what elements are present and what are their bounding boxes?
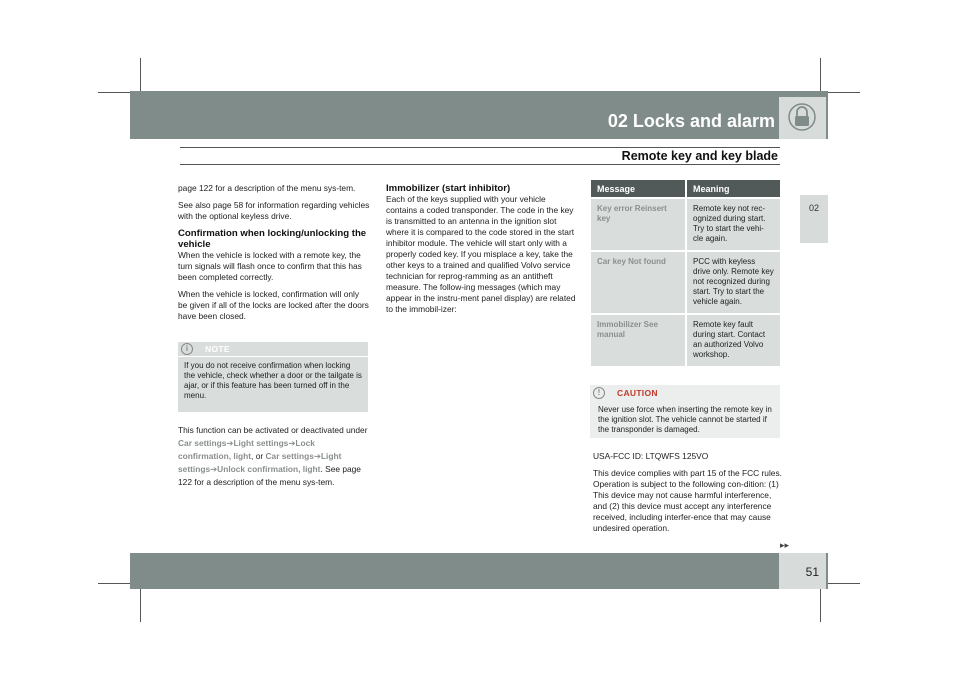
arrow-right-icon: ➔ (288, 438, 296, 448)
meaning-cell: Remote key fault during start. Contact an authorized Volvo workshop. (686, 314, 780, 366)
caution-text: Never use force when inserting the remote key in the ignition slot. The vehicle cannot be started if the transponder is damaged. (598, 405, 772, 434)
message-table (591, 180, 780, 366)
meaning-cell: PCC with keyless drive only. Remote key not recognized during start. Try to start the vehicle again. (686, 251, 780, 314)
note-label: NOTE (205, 344, 230, 354)
fcc-text: This device complies with part 15 of the FCC rules. Operation is subject to the following con-dition: (1) This device may not cause harmful interference, and (2) this device must accept any interference received, including interfer-ence that may cause undesired operation. (593, 468, 782, 533)
arrow-right-icon: ➔ (226, 438, 234, 448)
paragraph: See also page 58 for information regarding vehicles with the optional keyless drive. (178, 200, 370, 221)
heading-confirmation: Confirmation when locking/unlocking the vehicle (178, 228, 367, 250)
section-title: Remote key and key blade (621, 149, 778, 163)
message-cell: Immobilizer See manual (591, 314, 686, 366)
column-1 (178, 183, 370, 328)
heading-immobilizer: Immobilizer (start inhibitor) (386, 183, 511, 194)
menu-path-item: Lock confirmation, light (178, 438, 315, 461)
chapter-title: 02 Locks and alarm (607, 111, 775, 131)
footer-bar (130, 553, 828, 589)
caution-label: CAUTION (617, 388, 658, 398)
note-box (178, 342, 368, 412)
menu-path-paragraph (178, 424, 370, 489)
chapter-icon-box (779, 97, 826, 139)
column-header: Meaning (686, 180, 780, 198)
paragraph-text: , or (251, 451, 264, 461)
meaning-cell: Remote key not rec-ognized during start. Try to start the vehi-cle again. (686, 198, 780, 251)
arrow-right-icon: ➔ (210, 464, 218, 474)
message-cell: Car key Not found (591, 251, 686, 314)
note-header (178, 342, 368, 357)
table-header-row (591, 180, 780, 198)
page-number: 51 (805, 565, 819, 579)
table-row (591, 251, 780, 314)
menu-path-item: Car settings (265, 451, 314, 461)
fcc-section (593, 451, 783, 540)
chapter-tab[interactable]: 02 (800, 195, 828, 243)
column-2 (386, 183, 576, 321)
menu-path-item: Light settings (233, 438, 289, 448)
fcc-id: USA-FCC ID: LTQWFS 125VO (593, 451, 709, 461)
exclamation-icon: ! (593, 387, 605, 399)
paragraph: Each of the keys supplied with your vehicle contains a coded transponder. The code in the key is transmitted to an antenna in the ignition slot where it is compared to the code stored in the start inhibitor module. The vehicle will start only with a properly coded key. If you misplace a key, take the other keys to a trained and qualified Volvo service technician for reprog-ramming as an antitheft measure. The follow-ing messages (which may appear in the instru-ment panel display) are related to the immobil-izer: (386, 194, 576, 314)
table-row (591, 198, 780, 251)
table-row (591, 314, 780, 366)
padlock-icon (779, 97, 826, 139)
arrow-right-icon: ➔ (313, 451, 321, 461)
info-icon: i (181, 343, 193, 355)
caution-box (590, 385, 780, 438)
message-cell: Key error Reinsert key (591, 198, 686, 251)
column-header: Message (591, 180, 686, 198)
menu-path-item: Light settings (178, 451, 342, 474)
menu-path-item: Car settings (178, 438, 227, 448)
menu-path-item: Unlock confirmation, light (217, 464, 321, 474)
note-text: If you do not receive confirmation when locking the vehicle, check whether a door or the tailgate is ajar, or if this feature has been turned off in the menu. (184, 361, 362, 400)
paragraph: When the vehicle is locked with a remote key, the turn signals will flash once to confirm that this has been completed correctly. (178, 250, 362, 282)
continue-arrow-icon: ▸▸ (780, 540, 790, 550)
paragraph: page 122 for a description of the menu sys-tem. (178, 183, 356, 193)
paragraph: When the vehicle is locked, confirmation will only be given if all of the locks are locked after the doors have been closed. (178, 289, 369, 321)
paragraph-text: . See page 122 for a description of the menu sys-tem. (178, 464, 361, 487)
paragraph-text: This function can be activated or deactivated under (178, 425, 368, 435)
